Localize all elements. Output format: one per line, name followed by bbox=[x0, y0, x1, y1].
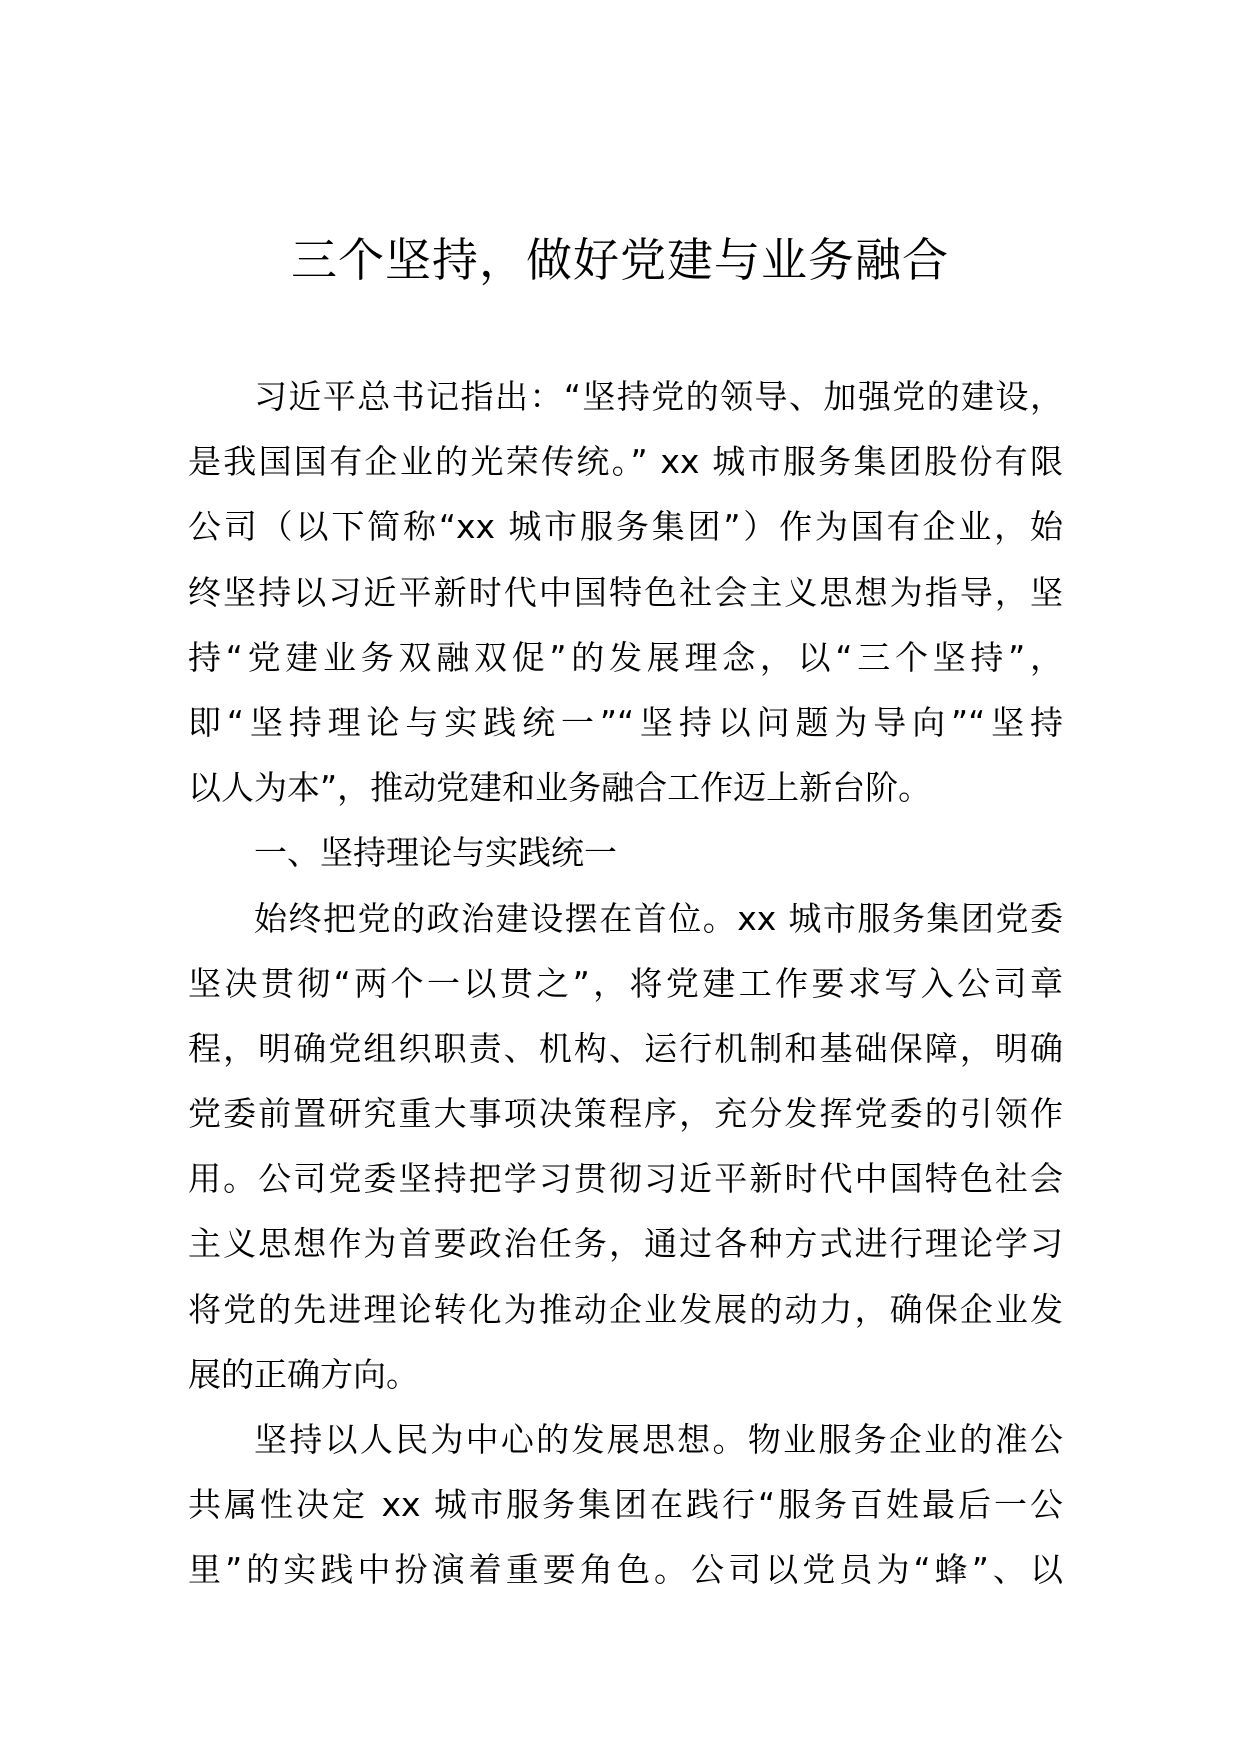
paragraph-people-centered bbox=[188, 1407, 1063, 1603]
text-line: 始终把党的政治建设摆在首位。xx 城市服务集团党委 bbox=[254, 898, 1063, 938]
document-body bbox=[188, 364, 1063, 1603]
section-heading-text: 一、坚持理论与实践统一 bbox=[254, 833, 617, 873]
text-line: 展的正确方向。 bbox=[188, 1354, 419, 1394]
document-title: 三个坚持，做好党建与业务融合 bbox=[291, 233, 949, 287]
text-line: 共属性决定 xx 城市服务集团在践行“服务百姓最后一公 bbox=[188, 1485, 1063, 1525]
text-line: 是我国国有企业的光荣传统。” xx 城市服务集团股份有限 bbox=[188, 442, 1063, 482]
paragraph-political-building bbox=[188, 886, 1063, 1408]
text-line: 持“党建业务双融双促”的发展理念，以“三个坚持”， bbox=[188, 637, 1063, 677]
text-line: 公司（以下简称“xx 城市服务集团”）作为国有企业，始 bbox=[188, 507, 1063, 547]
text-line: 里”的实践中扮演着重要角色。公司以党员为“蜂”、以 bbox=[188, 1550, 1063, 1590]
text-line: 终坚持以习近平新时代中国特色社会主义思想为指导，坚 bbox=[188, 572, 1063, 612]
text-line: 程，明确党组织职责、机构、运行机制和基础保障，明确 bbox=[188, 1028, 1063, 1068]
text-line: 党委前置研究重大事项决策程序，充分发挥党委的引领作 bbox=[188, 1094, 1063, 1134]
text-line: 即“坚持理论与实践统一”“坚持以问题为导向”“坚持 bbox=[188, 702, 1063, 742]
text-line: 以人为本”，推动党建和业务融合工作迈上新台阶。 bbox=[188, 768, 932, 808]
text-line: 习近平总书记指出：“坚持党的领导、加强党的建设， bbox=[254, 377, 1063, 416]
text-line: 主义思想作为首要政治任务，通过各种方式进行理论学习 bbox=[188, 1224, 1063, 1264]
text-line: 坚持以人民为中心的发展思想。物业服务企业的准公 bbox=[254, 1420, 1063, 1459]
paragraph-intro bbox=[188, 364, 1063, 820]
text-line: 坚决贯彻“两个一以贯之”，将党建工作要求写入公司章 bbox=[188, 963, 1063, 1003]
text-line: 用。公司党委坚持把学习贯彻习近平新时代中国特色社会 bbox=[188, 1159, 1063, 1199]
section-heading bbox=[188, 820, 1063, 885]
text-line: 将党的先进理论转化为推动企业发展的动力，确保企业发 bbox=[188, 1289, 1063, 1329]
